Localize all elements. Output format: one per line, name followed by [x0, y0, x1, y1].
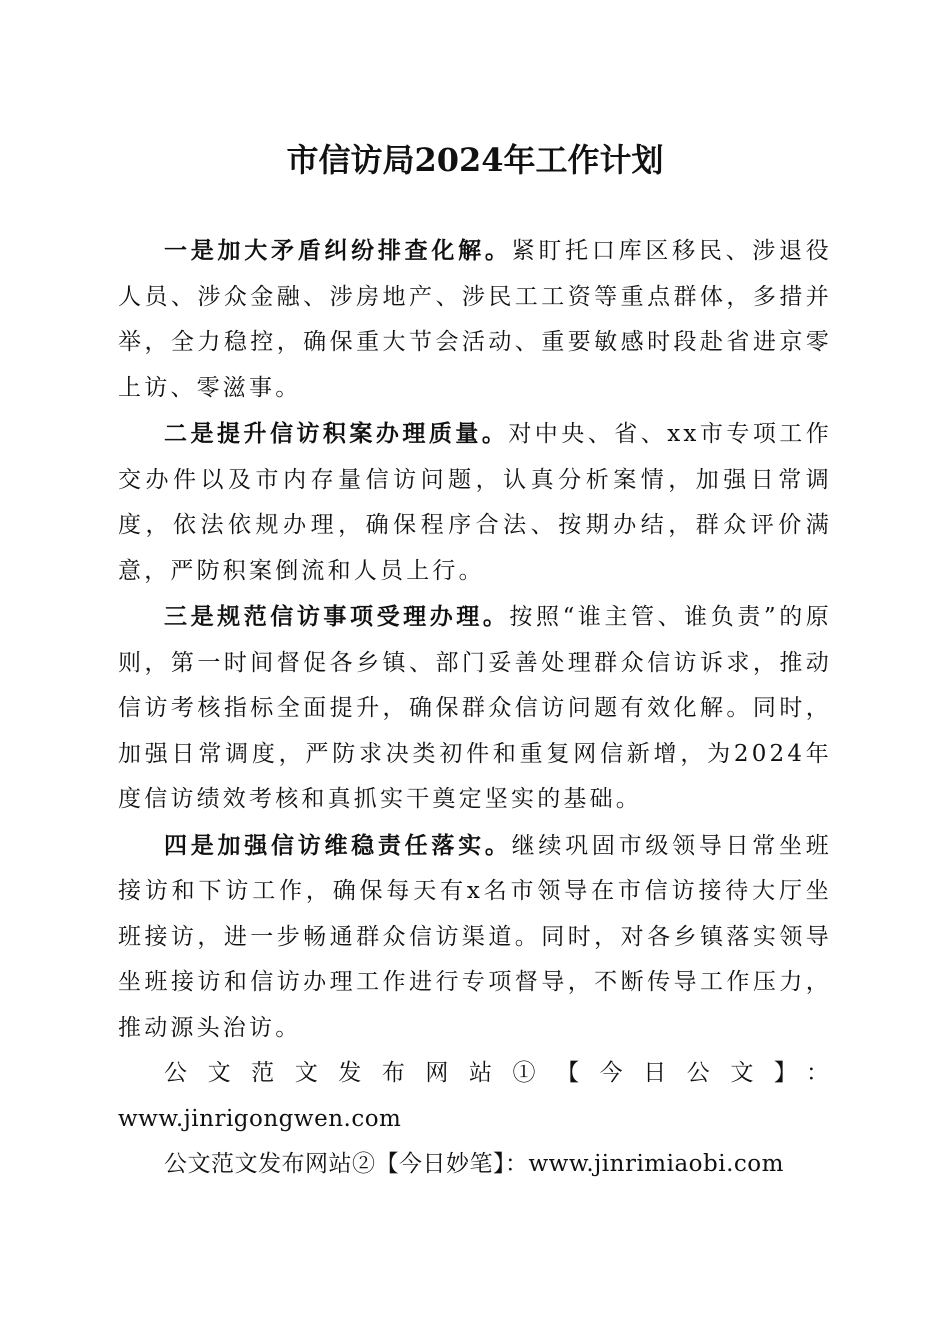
- paragraph-lead: 三是规范信访事项受理办理。: [164, 603, 510, 630]
- paragraph-text: 对中央、省、xx市专项工作交办件以及市内存量信访问题，认真分析案情，加强日常调度，依法依规办理，确保程序合法、按期办结，群众评价满意，严防积案倒流和人员上行。: [118, 421, 832, 584]
- paragraph-4: [118, 823, 832, 1052]
- footer-site-1: [118, 1051, 832, 1097]
- paragraph-text: 继续巩固市级领导日常坐班接访和下访工作，确保每天有x名市领导在市信访接待大厅坐班接访，进一步畅通群众信访渠道。同时，对各乡镇落实领导坐班接访和信访办理工作进行专项督导，不断传导工作压力，推动源头治访。: [118, 832, 832, 1041]
- paragraph-text: 紧盯托口库区移民、涉退役人员、涉众金融、涉房地产、涉民工工资等重点群体，多措并举，全力稳控，确保重大节会活动、重要敏感时段赴省进京零上访、零滋事。: [118, 238, 832, 401]
- footer-site-2[interactable]: 公文范文发布网站②【今日妙笔】：www.jinrimiaobi.com: [164, 1151, 784, 1177]
- paragraph-2: [118, 411, 832, 594]
- paragraph-lead: 一是加大矛盾纠纷排查化解。: [164, 237, 512, 264]
- paragraph-text: 按照“谁主管、谁负责”的原则，第一时间督促各乡镇、部门妥善处理群众信访诉求，推动信访考核指标全面提升，确保群众信访问题有效化解。同时，加强日常调度，严防求决类初件和重复网信新增，为2024年度信访绩效考核和真抓实干奠定坚实的基础。: [118, 604, 832, 812]
- paragraph-3: [118, 594, 832, 823]
- paragraph-lead: 四是加强信访维稳责任落实。: [164, 831, 512, 859]
- page-title: 市信访局2024年工作计划: [286, 141, 664, 179]
- footer-site-1-url[interactable]: www.jinrigongwen.com: [118, 1105, 402, 1132]
- footer-site-1-label: 公文范文发布网站①【今日公文】：: [164, 1060, 832, 1086]
- document-body: [118, 228, 832, 1188]
- paragraph-lead: 二是提升信访积案办理质量。: [164, 420, 509, 447]
- paragraph-1: [118, 228, 832, 411]
